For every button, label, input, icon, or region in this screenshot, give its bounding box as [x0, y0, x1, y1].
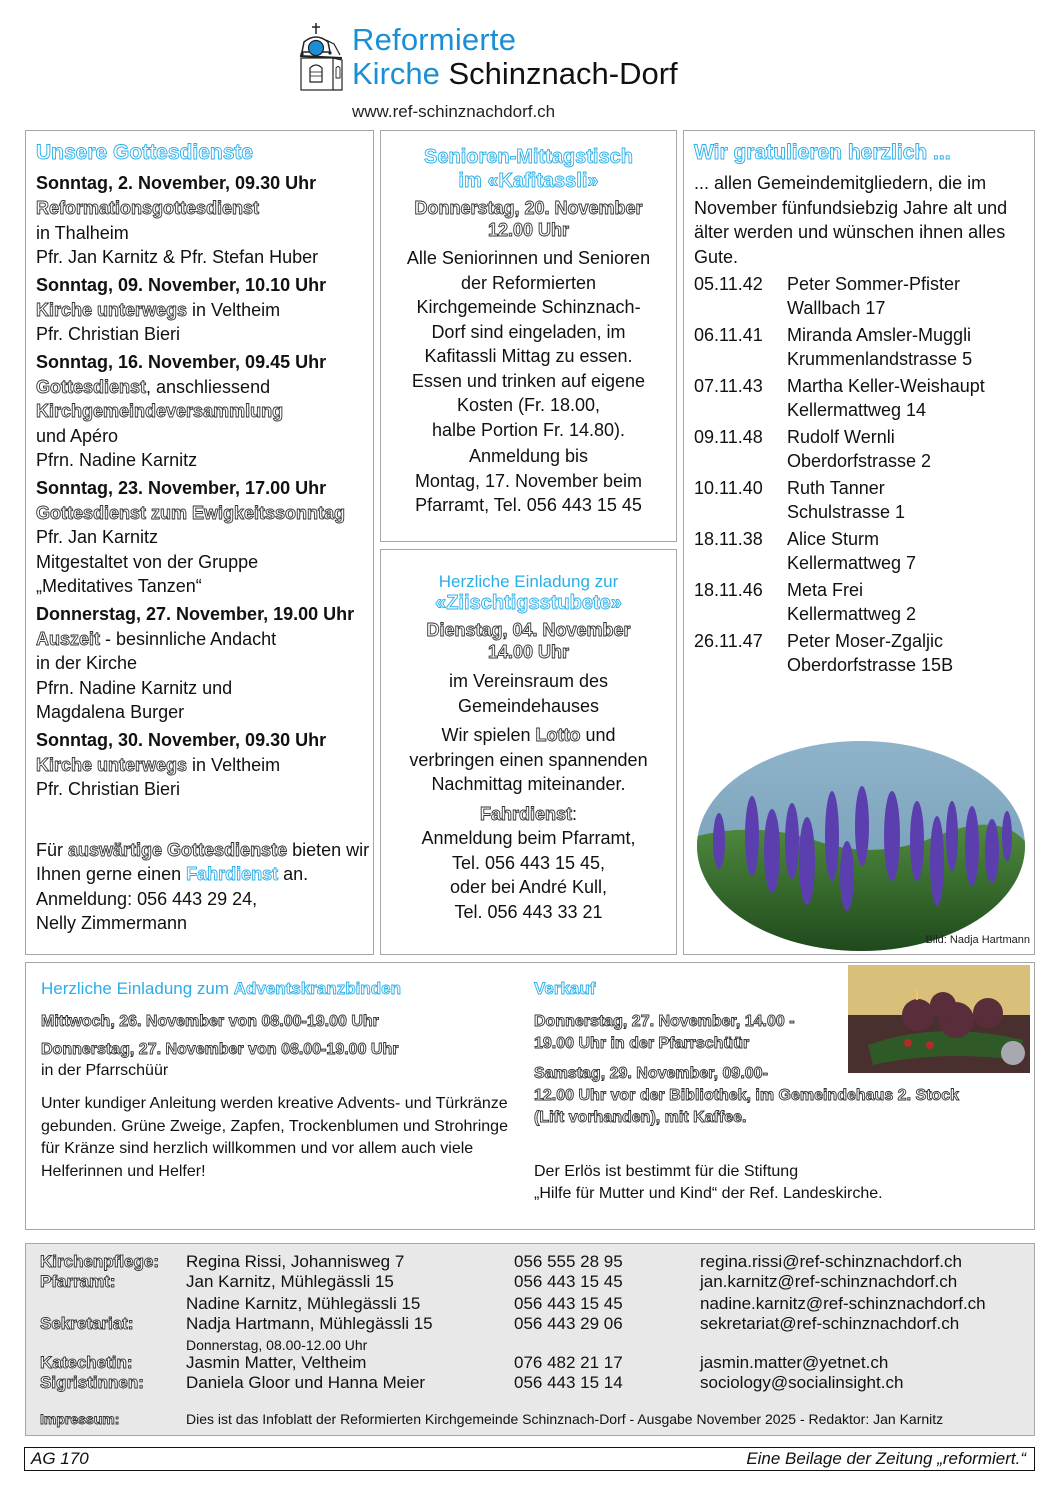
- birthday-address: Kellermattweg 14: [787, 400, 927, 420]
- verkauf-line: 12.00 Uhr vor der Bibliothek, im Gemeindehaus 2. Stock: [534, 1087, 960, 1104]
- footer-supplement-note: Eine Beilage der Zeitung „reformiert.“: [746, 1449, 1026, 1468]
- brand-kirche: Kirche: [352, 56, 440, 91]
- contact-email[interactable]: jan.karnitz@ref-schinznachdorf.ch: [700, 1272, 958, 1291]
- contact-name: Regina Rissi, Johannisweg 7: [186, 1252, 405, 1271]
- senioren-title-line1: Senioren-Mittagstisch: [424, 146, 633, 168]
- contact-name: Donnerstag, 08.00-12.00 Uhr: [186, 1337, 368, 1353]
- event-title: [36, 753, 373, 778]
- ziischtig-location: [381, 669, 676, 718]
- ziischtig-fahrdienst: Fahrdienst: Anmeldung beim Pfarramt, Tel. 056 443 15 45, oder bei André Kull, Tel. 056 443 33 21: [421, 803, 636, 922]
- event-title-rest: in Veltheim: [187, 754, 281, 775]
- contact-role: Katechetin:: [40, 1353, 133, 1372]
- birthday-name: Meta Frei: [787, 580, 864, 600]
- event-pastor: Magdalena Burger: [36, 702, 185, 722]
- ziischtig-date: [381, 619, 676, 663]
- birthday-item: [694, 323, 1034, 371]
- birthday-address: Kellermattweg 7: [787, 553, 917, 573]
- birthday-item: [694, 527, 1034, 575]
- event-note: Mitgestaltet von der Gruppe: [36, 551, 259, 572]
- fahrdienst-line: Tel. 056 443 15 45,: [451, 852, 606, 873]
- anmeldung-line: Pfarramt, Tel. 056 443 15 45: [415, 495, 642, 515]
- event-pastor: Pfrn. Nadine Karnitz und: [36, 677, 233, 698]
- anmeldung-line: Montag, 17. November beim: [414, 470, 643, 491]
- event-title-rest: - besinnliche Andacht: [100, 628, 277, 649]
- event-title-rest: , anschliessend: [146, 376, 271, 397]
- contact-role: Kirchenpflege:: [40, 1252, 160, 1271]
- event-item: [36, 171, 373, 270]
- note-text: Für: [36, 839, 69, 860]
- event-subtitle: Kirchgemeindeversammlung: [36, 401, 284, 421]
- body-line: Dorf sind eingeladen, im: [431, 321, 626, 342]
- fahrdienst-note: [36, 838, 373, 936]
- gratulation-intro: ... allen Gemeindemitgliedern, die im November fünfundsiebzig Jahre alt und älter werden und wünschen ihnen alles Gute.: [694, 173, 1008, 267]
- birthday-address: Oberdorfstrasse 2: [787, 451, 932, 471]
- birthday-address: Wallbach 17: [787, 298, 886, 318]
- event-highlight: Kirche unterwegs: [36, 299, 188, 320]
- contact-phone: 056 443 15 14: [514, 1373, 623, 1392]
- birthday-address: Kellermattweg 2: [787, 604, 917, 624]
- contact-phone: 056 443 29 06: [514, 1314, 623, 1333]
- church-tower-icon: [296, 22, 346, 92]
- birthday-person: [787, 629, 953, 677]
- event-item: [36, 476, 373, 599]
- fahrdienst-label: Fahrdienst: [479, 803, 572, 824]
- ziischtig-date-line1: Dienstag, 04. November: [426, 620, 631, 640]
- birthday-item: [694, 476, 1034, 524]
- ziischtig-title: «Ziischtigsstubete»: [435, 592, 622, 614]
- event-pastor: Pfr. Jan Karnitz & Pfr. Stefan Huber: [36, 247, 319, 267]
- senioren-date-line1: Donnerstag, 20. November: [414, 198, 643, 218]
- event-title-rest: in Veltheim: [187, 299, 281, 320]
- body-line: Essen und trinken auf eigene: [411, 370, 646, 391]
- lupine-image: [697, 741, 1025, 951]
- event-note: und Apéro: [36, 425, 119, 446]
- birthday-date: 10.11.40: [694, 478, 763, 498]
- impressum-label: Impressum:: [40, 1411, 120, 1427]
- event-pastor: Pfr. Christian Bieri: [36, 779, 181, 799]
- contact-email[interactable]: nadine.karnitz@ref-schinznachdorf.ch: [700, 1294, 986, 1313]
- birthday-address: Oberdorfstrasse 15B: [787, 655, 954, 675]
- contact-email[interactable]: sekretariat@ref-schinznachdorf.ch: [700, 1314, 960, 1333]
- birthday-name: Peter Sommer-Pfister: [787, 274, 961, 294]
- event-item: [36, 350, 373, 473]
- birthday-name: Rudolf Wernli: [787, 427, 895, 447]
- event-title: Gottesdienst zum Ewigkeitssonntag: [36, 502, 346, 523]
- event-pastor: Pfrn. Nadine Karnitz: [36, 450, 198, 470]
- advent-title: [41, 979, 531, 999]
- birthday-date: 18.11.38: [694, 529, 763, 549]
- note-highlight: auswärtige Gottesdienste: [68, 839, 288, 860]
- contact-name: Jan Karnitz, Mühlegässli 15: [186, 1272, 394, 1291]
- lotto-highlight: Lotto: [535, 725, 581, 745]
- ziischtig-date-line2: 14.00 Uhr: [487, 642, 570, 662]
- erloes-note: [534, 1161, 1024, 1205]
- gottesdienste-title: Unsere Gottesdienste: [36, 141, 254, 164]
- event-date: Donnerstag, 27. November, 19.00 Uhr: [36, 603, 355, 624]
- birthday-name: Alice Sturm: [787, 529, 880, 549]
- note-contact: Nelly Zimmermann: [36, 913, 188, 933]
- senioren-anmeldung: [381, 444, 676, 518]
- advent-body: Unter kundiger Anleitung werden kreative Advents- und Türkränze gebunden. Grüne Zweige, Zapfen, Trockenblumen und Strohringe für Kränze sind herzlich willkommen und vor allem auch viele Helferinnen und Helfer!: [41, 1095, 508, 1180]
- birthday-date: 06.11.41: [694, 325, 763, 345]
- contact-email[interactable]: regina.rissi@ref-schinznachdorf.ch: [700, 1252, 962, 1271]
- event-item: [36, 728, 373, 802]
- body-line: Nachmittag miteinander.: [431, 774, 626, 794]
- event-title: Reformationsgottesdienst: [36, 198, 260, 218]
- fahrdienst-line: Tel. 056 443 33 21: [454, 901, 603, 922]
- event-location: in Thalheim: [36, 222, 129, 243]
- adventskranz-photo: [848, 965, 1030, 1073]
- gratulation-title: Wir gratulieren herzlich ...: [694, 141, 951, 164]
- body-line: verbringen einen spannenden: [409, 749, 648, 770]
- contact-email[interactable]: sociology@socialinsight.ch: [700, 1373, 904, 1392]
- birthday-name: Ruth Tanner: [787, 478, 885, 498]
- contact-role: Sigristinnen:: [40, 1373, 144, 1392]
- birthday-date: 05.11.42: [694, 274, 763, 294]
- senioren-date-line2: 12.00 Uhr: [487, 220, 570, 240]
- birthday-person: [787, 272, 960, 320]
- body-line: Alle Seniorinnen und Senioren: [406, 248, 651, 268]
- erloes-line: „Hilfe für Mutter und Kind“ der Ref. Landeskirche.: [534, 1185, 883, 1202]
- advent-date: Mittwoch, 26. November von 08.00-19.00 Uhr: [41, 1013, 379, 1030]
- advent-location: in der Pfarrschüür: [41, 1062, 169, 1079]
- brand-location: Schinznach-Dorf: [448, 56, 678, 91]
- contact-role: Sekretariat:: [40, 1314, 134, 1333]
- brand-name-line2: [352, 56, 678, 92]
- fahrdienst-line: oder bei André Kull,: [449, 877, 608, 897]
- birthday-address: Schulstrasse 1: [787, 502, 906, 522]
- lupine-photo: [697, 741, 1025, 951]
- body-line: der Reformierten: [460, 272, 597, 293]
- anmeldung-line: Anmeldung bis: [468, 446, 589, 466]
- footer-edition-code: AG 170: [31, 1449, 89, 1468]
- senioren-date: [381, 197, 676, 241]
- photo-credit: Bild: Nadja Hartmann: [925, 934, 1030, 946]
- event-pastor: Pfr. Jan Karnitz: [36, 527, 159, 547]
- birthday-person: [787, 527, 916, 575]
- contacts-box: [25, 1243, 1035, 1436]
- birthday-address: Krummenlandstrasse 5: [787, 349, 973, 369]
- birthday-name: Peter Moser-Zgaljic: [787, 631, 944, 651]
- website-link[interactable]: www.ref-schinznachdorf.ch: [352, 102, 556, 121]
- body-line: Kirchgemeinde Schinznach-: [416, 297, 641, 317]
- senioren-title-line2: im «Kafitassli»: [458, 170, 599, 192]
- gottesdienste-box: [25, 130, 374, 955]
- event-note: „Meditatives Tanzen“: [36, 576, 202, 596]
- event-date: Sonntag, 23. November, 17.00 Uhr: [36, 477, 327, 498]
- birthday-item: [694, 425, 1034, 473]
- event-date: Sonntag, 2. November, 09.30 Uhr: [36, 173, 317, 193]
- location-line: im Vereinsraum des: [448, 671, 609, 691]
- contact-phone: 056 443 15 45: [514, 1294, 623, 1313]
- birthday-person: [787, 578, 916, 626]
- location-line: Gemeindehauses: [457, 695, 600, 716]
- contact-name: Nadja Hartmann, Mühlegässli 15: [186, 1314, 433, 1333]
- birthday-date: 07.11.43: [694, 376, 763, 396]
- birthday-item: [694, 629, 1034, 677]
- contact-name: Daniela Gloor und Hanna Meier: [186, 1373, 426, 1392]
- birthday-item: [694, 272, 1034, 320]
- event-title: [36, 375, 373, 400]
- birthday-list: [694, 272, 1034, 677]
- erloes-line: Der Erlös ist bestimmt für die Stiftung: [534, 1163, 799, 1180]
- contact-phone: 056 443 15 45: [514, 1272, 623, 1291]
- body-text: und: [580, 725, 616, 745]
- event-location: in der Kirche: [36, 653, 138, 673]
- verkauf-title: Verkauf: [534, 979, 596, 998]
- body-line: halbe Portion Fr. 14.80).: [431, 419, 626, 440]
- event-pastor: Pfr. Christian Bieri: [36, 324, 181, 344]
- event-item: [36, 602, 373, 725]
- verkauf-date-1: Donnerstag, 27. November, 14.00 - 19.00 Uhr in der Pfarrschüür: [534, 1013, 795, 1052]
- body-line: Kafitassli Mittag zu essen.: [424, 346, 633, 366]
- event-date: Sonntag, 16. November, 09.45 Uhr: [36, 351, 327, 372]
- verkauf-line: Samstag, 29. November, 09.00-: [534, 1065, 768, 1082]
- senioren-body: [381, 246, 676, 442]
- birthday-date: 09.11.48: [694, 427, 763, 447]
- birthday-person: [787, 374, 985, 422]
- birthday-name: Martha Keller-Weishaupt: [787, 376, 985, 396]
- ziischtig-box: [380, 549, 677, 955]
- event-date: Sonntag, 30. November, 09.30 Uhr: [36, 729, 327, 750]
- ziischtig-intro: Herzliche Einladung zur: [438, 572, 619, 591]
- birthday-date: 18.11.46: [694, 580, 763, 600]
- page-header: [296, 22, 726, 127]
- fahrdienst-line: Anmeldung beim Pfarramt,: [421, 828, 636, 848]
- event-item: [36, 273, 373, 347]
- verkauf-line: (Lift vorhanden), mit Kaffee.: [534, 1109, 747, 1126]
- event-date: Sonntag, 09. November, 10.10 Uhr: [36, 274, 327, 295]
- birthday-item: [694, 578, 1034, 626]
- page-footer: [24, 1447, 1035, 1471]
- birthday-date: 26.11.47: [694, 631, 763, 651]
- body-line: Kosten (Fr. 18.00,: [456, 395, 601, 415]
- note-phone: Anmeldung: 056 443 29 24,: [36, 888, 258, 909]
- birthday-person: [787, 323, 972, 371]
- fahrdienst-highlight: Fahrdienst: [186, 864, 279, 884]
- event-highlight: Kirche unterwegs: [36, 754, 188, 775]
- contact-name: Nadine Karnitz, Mühlegässli 15: [186, 1294, 421, 1313]
- advent-title-text: Herzliche Einladung zum: [41, 979, 234, 998]
- advent-date: Donnerstag, 27. November von 08.00-19.00 Uhr: [41, 1041, 399, 1058]
- senioren-box: [380, 130, 677, 542]
- contact-role: Pfarramt:: [40, 1272, 116, 1291]
- impressum-text: Dies ist das Infoblatt der Reformierten Kirchgemeinde Schinznach-Dorf - Ausgabe November 2025 - Redaktor: Jan Karnitz: [186, 1411, 944, 1427]
- contact-name: Jasmin Matter, Veltheim: [186, 1353, 367, 1372]
- body-text: Wir spielen: [441, 725, 536, 745]
- note-text: bieten wir Ihnen gerne einen: [36, 839, 370, 884]
- event-title: [36, 298, 373, 323]
- birthday-person: [787, 476, 905, 524]
- contact-phone: 076 482 21 17: [514, 1353, 623, 1372]
- brand-name-line1: Reformierte: [352, 22, 517, 57]
- gratulation-box: [683, 130, 1035, 955]
- ziischtig-body: [381, 723, 676, 797]
- adventskranz-image: [848, 965, 1030, 1073]
- advent-title-highlight: Adventskranzbinden: [233, 979, 401, 998]
- note-text: an.: [278, 864, 309, 884]
- birthday-person: [787, 425, 931, 473]
- event-highlight: Auszeit: [36, 628, 101, 649]
- birthday-name: Miranda Amsler-Muggli: [787, 325, 972, 345]
- advent-invitation: [41, 979, 531, 1183]
- event-highlight: Gottesdienst: [36, 376, 147, 397]
- advent-box: [25, 962, 1035, 1230]
- birthday-item: [694, 374, 1034, 422]
- contact-email[interactable]: jasmin.matter@yetnet.ch: [700, 1353, 889, 1372]
- event-title: [36, 627, 373, 652]
- contact-phone: 056 555 28 95: [514, 1252, 623, 1271]
